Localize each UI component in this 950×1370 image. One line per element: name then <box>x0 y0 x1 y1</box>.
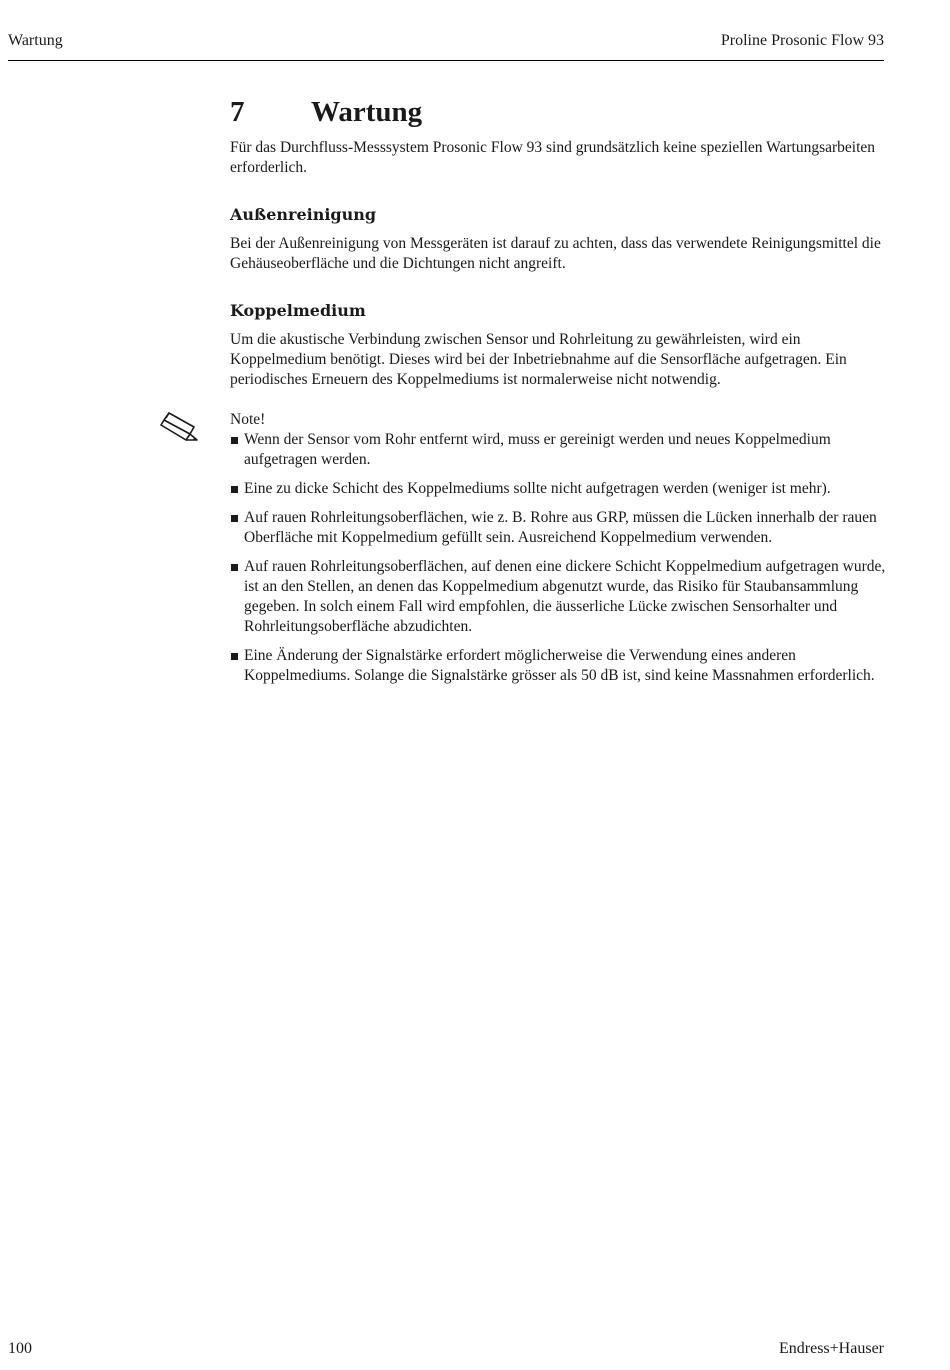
chapter-number: 7 <box>230 96 245 128</box>
page-content <box>230 94 886 695</box>
note-title: Note! <box>230 411 266 428</box>
note-block <box>230 410 886 686</box>
pencil-icon <box>160 412 200 442</box>
chapter-title: Wartung <box>311 96 423 128</box>
page-number: 100 <box>8 1340 32 1357</box>
chapter-heading <box>230 94 886 130</box>
note-item <box>230 430 886 470</box>
section-heading-koppelmedium: Koppelmedium <box>230 301 366 320</box>
note-item <box>230 479 886 499</box>
section-heading-aussenreinigung: Außenreinigung <box>230 205 377 224</box>
note-list <box>230 430 886 686</box>
section-text-koppelmedium: Um die akustische Verbindung zwischen Sensor und Rohrleitung zu gewährleisten, wird ein Koppelmedium benötigt. Dieses wird bei der Inbetriebnahme auf die Sensorfläche aufgetragen. Ein periodisches Erneuern des Koppelmediums ist normalerweise nicht notwendig. <box>230 331 847 388</box>
note-item <box>230 557 886 637</box>
note-item-text: Auf rauen Rohrleitungsoberflächen, wie z. B. Rohre aus GRP, müssen die Lücken innerhalb der rauen Oberfläche mit Koppelmedium gefüllt sein. Ausreichend Koppelmedium verwenden. <box>244 509 877 546</box>
note-item <box>230 646 886 686</box>
brand-name: Endress+Hauser <box>779 1340 884 1357</box>
bullet-square-icon <box>231 653 238 660</box>
bullet-square-icon <box>231 486 238 493</box>
bullet-square-icon <box>231 564 238 571</box>
note-item-text: Auf rauen Rohrleitungsoberflächen, auf denen eine dickere Schicht Koppelmedium aufgetragen wurde, ist an den Stellen, an denen das Koppelmedium abgenutzt wurde, das Risiko für Staubansammlung gegeben. In solch einem Fall wird empfohlen, die äusserliche Lücke zwischen Sensorhalter und Rohrleitungsoberfläche abzudichten. <box>244 558 886 635</box>
header-product-title: Proline Prosonic Flow 93 <box>720 32 884 49</box>
note-item-text: Wenn der Sensor vom Rohr entfernt wird, muss er gereinigt werden und neues Koppelmedium aufgetragen werden. <box>244 431 831 468</box>
note-item-text: Eine zu dicke Schicht des Koppelmediums sollte nicht aufgetragen werden (weniger ist mehr). <box>244 480 831 497</box>
bullet-square-icon <box>231 437 238 444</box>
bullet-square-icon <box>231 515 238 522</box>
header-section-title: Wartung <box>8 32 63 49</box>
page-header <box>8 32 884 61</box>
note-item-text: Eine Änderung der Signalstärke erfordert möglicherweise die Verwendung eines anderen Koppelmediums. Solange die Signalstärke grösser als 50 dB ist, sind keine Massnahmen erforderlich. <box>244 647 875 684</box>
section-text-aussenreinigung: Bei der Außenreinigung von Messgeräten ist darauf zu achten, dass das verwendete Reinigungsmittel die Gehäuseoberfläche und die Dichtungen nicht angreift. <box>230 235 881 272</box>
intro-paragraph: Für das Durchfluss-Messsystem Prosonic Flow 93 sind grundsätzlich keine speziellen Wartungsarbeiten erforderlich. <box>230 139 876 176</box>
note-item <box>230 508 886 548</box>
